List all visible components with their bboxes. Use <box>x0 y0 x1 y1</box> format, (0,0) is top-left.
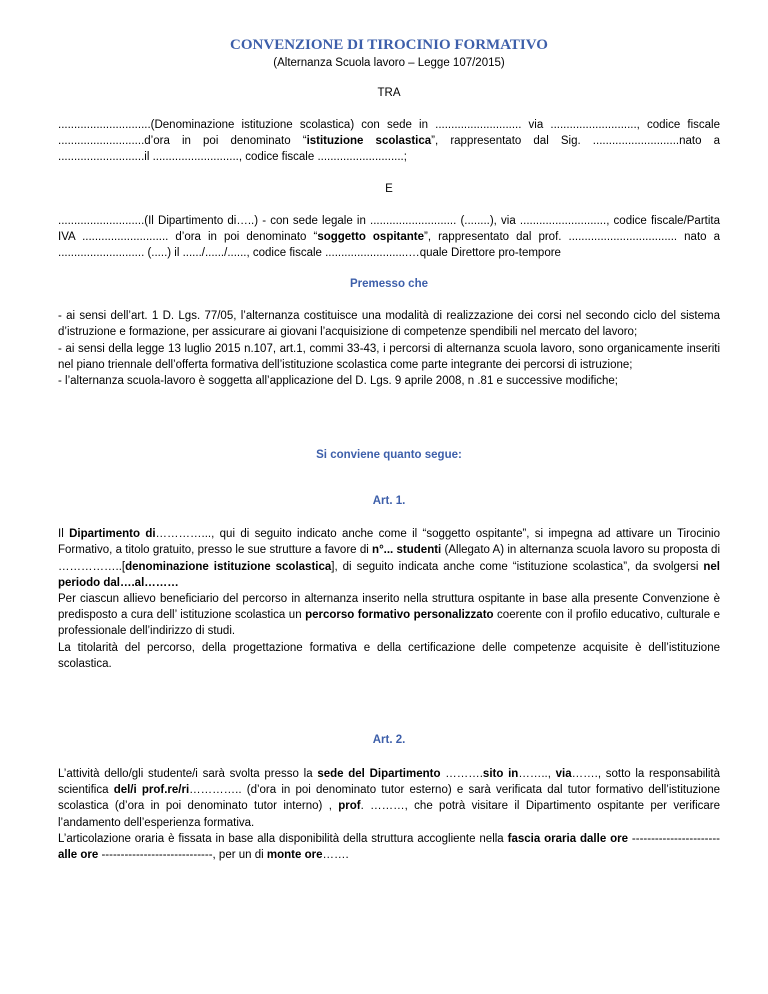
art2-heading: Art. 2. <box>372 734 406 747</box>
document-page <box>58 36 720 863</box>
art1-paragraph-3: La titolarità del percorso, della progettazione formativa e della certificazione delle competenze acquisite è dell’istituzione scolastica. <box>58 641 720 670</box>
art1-body <box>58 526 720 672</box>
premesso-item: - ai sensi della legge 13 luglio 2015 n.107, art.1, commi 33-43, i percorsi di alternanza scuola lavoro, sono organicamente inseriti nel piano triennale dell’offerta formativa dell’istituzione scolastica come parte integrante dei percorsi di istruzione; <box>58 342 720 371</box>
art1-paragraph-2: Per ciascun allievo beneficiario del percorso in alternanza inserito nella struttura ospitante in base alla presente Convenzione è predisposto a cura dell’ istituzione scolastica un percorso formativo personalizzato coerente con il profilo educativo, culturale e professionale dell’indirizzo di studi. <box>58 593 720 638</box>
party1-paragraph: .............................(Denominazione istituzione scolastica) con sede in ........................... via ..........................., codice fiscale ...........................d’ora in poi denominato “istituzione scolastica”, rappresentato dal Sig. ...........................nato a ...........................il ..........................., codice fiscale ...........................; <box>58 119 720 164</box>
art2-paragraph-2: L’articolazione oraria è fissata in base alla disponibilità della struttura accogliente nella fascia oraria dalle ore ----------------------- alle ore -----------------------------, per un di monte ore……. <box>58 832 721 862</box>
art1-paragraph-1: Il Dipartimento di…………..., qui di seguito indicato anche come il “soggetto ospitante”, si impegna ad attivare un Tirocinio Formativo, a titolo gratuito, presso le sue strutture a favore di n°... studenti (Allegato A) in alternanza scuola lavoro su proposta di ……………..[denominazione istituzione scolastica], di seguito indicata anche come “istituzione scolastica”, da svolgersi nel periodo dal….al……… <box>58 528 721 589</box>
premesso-item: - l’alternanza scuola-lavoro è soggetta all’applicazione del D. Lgs. 9 aprile 2008, n .81 e successive modifiche; <box>58 375 618 388</box>
art1-heading: Art. 1. <box>372 495 406 508</box>
document-title: CONVENZIONE DI TIROCINIO FORMATIVO <box>230 37 548 53</box>
conviene-heading: Si conviene quanto segue: <box>316 449 462 462</box>
premesso-list <box>58 308 720 389</box>
premesso-heading: Premesso che <box>350 278 428 291</box>
tra-label: TRA <box>377 87 401 99</box>
art2-paragraph-1: L’attività dello/gli studente/i sarà svolta presso la sede del Dipartimento ……….sito in…….., via……., sotto la responsabilità scientifica del/i prof.re/ri………….. (d’ora in poi denominato tutor esterno) e sarà verificata dal tutor formativo dell’istituzione scolastica (d’ora in poi denominato tutor interno) , prof. ………, che potrà visitare il Dipartimento ospitante per verificare l’andamento dell’esperienza formativa. <box>58 768 721 829</box>
premesso-item: - ai sensi dell’art. 1 D. Lgs. 77/05, l’alternanza costituisce una modalità di realizzazione dei corsi nel secondo ciclo del sistema d’istruzione e formazione, per assicurare ai giovani l’acquisizione di competenze spendibili nel mercato del lavoro; <box>58 310 720 339</box>
art2-body <box>58 766 720 863</box>
e-label: E <box>385 182 393 195</box>
document-subtitle: (Alternanza Scuola lavoro – Legge 107/2015) <box>273 57 505 69</box>
party2-paragraph: ...........................(Il Dipartimento di…..) - con sede legale in ........................... (........), via ..........................., codice fiscale/Partita IVA ........................... d’ora in poi denominato “soggetto ospitante”, rappresentato dal prof. .................................. nato a ........................... (.....) il ....../....../......, codice fiscale ..........................…quale Direttore pro-tempore <box>58 214 720 260</box>
